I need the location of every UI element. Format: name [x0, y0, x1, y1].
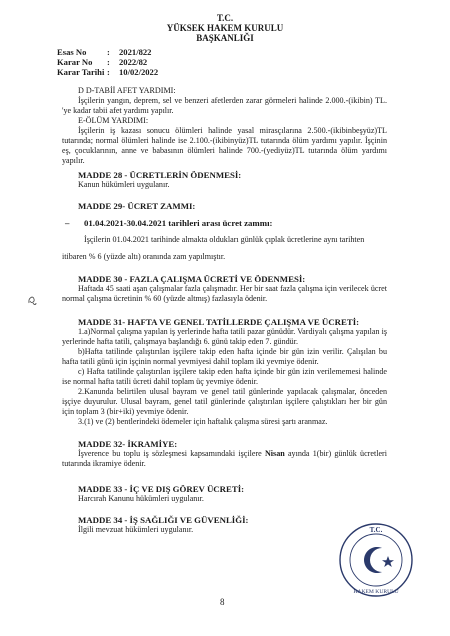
madde-33-title: MADDE 33 - İÇ VE DIŞ GÖREV ÜCRETİ: [78, 484, 245, 494]
madde-32-body: İşverence bu toplu iş sözleşmesi kapsamındaki işçilere Nisan ayında 1(bir) günlük ücretleri tutarında ikramiye ödenir. [62, 449, 388, 468]
madde-31-title: MADDE 31- HAFTA VE GENEL TATİLLERDE ÇALIŞMA VE ÜCRETİ: [78, 317, 360, 327]
madde-29-subtitle: 01.04.2021-30.04.2021 tarihleri arası ücret zammı: [84, 218, 273, 228]
madde-28-body: Kanun hükümleri uygulanır. [78, 180, 170, 189]
bullet-dash: – [65, 218, 70, 228]
madde-32-title: MADDE 32- İKRAMİYE: [78, 439, 178, 449]
madde-29-line-1: İşçilerin 01.04.2021 tarihinde almakta oldukları günlük çıplak ücretlerine aynı tarihten [84, 235, 365, 244]
header-institution: YÜKSEK HAKEM KURULU [166, 23, 284, 33]
stamp-top-text: T.C. [369, 526, 383, 534]
madde-30-body: Haftada 45 saati aşan çalışmalar fazla çalışmadır. Her bir saat fazla çalışma için verilecek ücret normal çalışma ücretinin % 60 (yüzde altmış) fazlasıyla ödenir. [62, 284, 387, 303]
section-d-title: D D-TABİİ AFET YARDIMI: [78, 86, 176, 95]
section-d-paragraph: İşçilerin yangın, deprem, sel ve benzeri afetlerden zarar görmeleri halinde 2.000.-(ikibin) TL. 'ye kadar tabii afet yardımı yapılır. [62, 96, 387, 115]
header-tc: T.C. [216, 13, 234, 23]
madde-31-paragraph-3: 3.(1) ve (2) bentlerindeki ödemeler için haftalık çalışma süresi şartı aranmaz. [78, 417, 328, 426]
madde-31-paragraph-1c: c) Hafta tatilinde çalıştırılan işçilere takip eden hafta içinde bir gün izin verilememesi halinde ise normal hafta tatili ücreti dahil toplam üç yevmiye ödenir. [62, 367, 387, 386]
section-e-title: E-ÖLÜM YARDIMI: [78, 116, 149, 125]
page-number: 8 [220, 597, 225, 607]
official-seal-stamp-icon [338, 522, 414, 598]
meta-karar-no: Karar No : 2022/82 [57, 57, 148, 67]
meta-karar-tarihi: Karar Tarihi : 10/02/2022 [57, 67, 159, 77]
madde-31-paragraph-2: 2.Kanunda belirtilen ulusal bayram ve genel tatil günlerinde yapılacak çalışmalar, önceden işçiye duyurulur. Ulusal bayram, genel tatil günlerinde çalıştırılan işçilere çalıştıkları her bir gün için toplam 3 (bir+iki) yevmiye ödenir. [62, 387, 387, 416]
stamp-bottom-text: HAKEM KURULU [353, 589, 399, 595]
section-e-paragraph: İşçilerin iş kazası sonucu ölümleri halinde yasal mirasçılarına 2.500.-(ikibinbeşyüz)TL tutarında; normal ölümleri halinde ise 2.100.-(ikibinyüz)TL tutarında ölüm yardımı yapılır. İşçinin eş, çocuklarının, anne ve babasının ölümleri halinde 700.-(yediyüz)TL tutarında ölüm yardımı yapılır. [62, 126, 387, 165]
madde-31-paragraph-1a: 1.a)Normal çalışma yapılan iş yerlerinde hafta tatili pazar günüdür. Vardiyalı çalışma yapılan iş yerlerinde hafta tatili, çalışmaya başlandığı 6. günü takip eden 7. gündür. [62, 327, 387, 346]
madde-29-title: MADDE 29- ÜCRET ZAMMI: [78, 201, 196, 211]
header-department: BAŞKANLIĞI [196, 33, 254, 43]
madde-33-body: Harcırah Kanunu hükümleri uygulanır. [78, 494, 204, 503]
margin-initials-mark [27, 293, 37, 307]
madde-34-body: İlgili mevzuat hükümleri uygulanır. [78, 525, 194, 534]
madde-29-line-2: itibaren % 6 (yüzde altı) oranında zam yapılmıştır. [62, 252, 226, 261]
madde-30-title: MADDE 30 - FAZLA ÇALIŞMA ÜCRETİ VE ÖDENMESİ: [78, 274, 306, 284]
madde-34-title: MADDE 34 - İŞ SAĞLIĞI VE GÜVENLİĞİ: [78, 515, 249, 525]
meta-esas-no: Esas No : 2021/822 [57, 47, 152, 57]
madde-31-paragraph-1b: b)Hafta tatilinde çalıştırılan işçilere takip eden hafta içinde bir gün izin verilir. Çalışılan bu hafta tatili günü için işçinin normal yevmiyesi dahil toplam iki yevmiye ödenir. [62, 347, 387, 366]
madde-28-title: MADDE 28 - ÜCRETLERİN ÖDENMESİ: [78, 170, 242, 180]
